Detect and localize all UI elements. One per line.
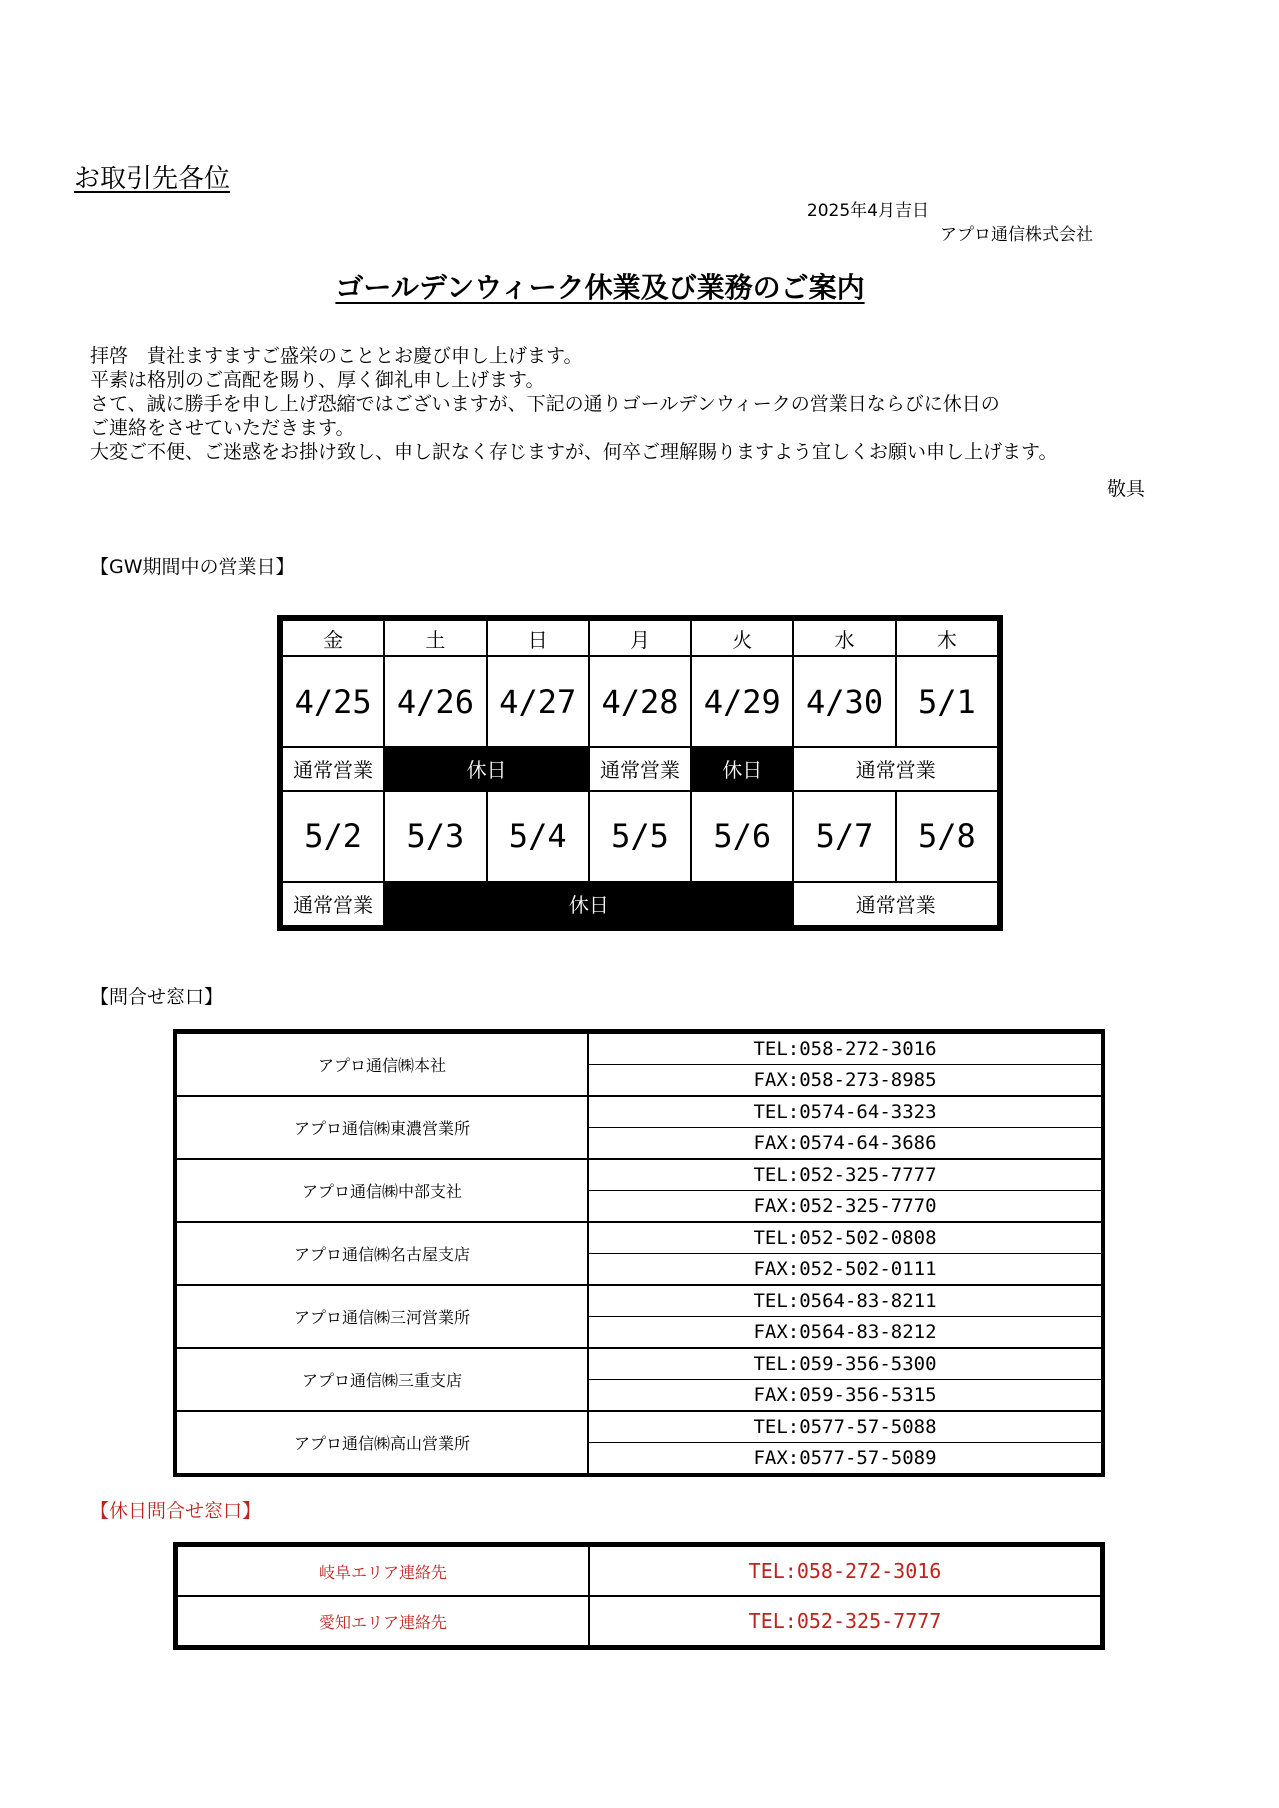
date-cell: 4/26 bbox=[384, 656, 486, 747]
tel-number: TEL:0564-83-8211 bbox=[588, 1285, 1102, 1317]
fax-number: FAX:052-325-7770 bbox=[588, 1191, 1102, 1223]
contact-row bbox=[177, 1285, 1102, 1317]
company-name: アプロ通信株式会社 bbox=[940, 225, 1093, 245]
holiday-status-cell: 休日 bbox=[384, 882, 793, 926]
open-status-cell: 通常営業 bbox=[282, 882, 384, 926]
office-name: アプロ通信㈱三河営業所 bbox=[177, 1285, 589, 1348]
weekday-row bbox=[282, 620, 998, 656]
fax-number: FAX:0564-83-8212 bbox=[588, 1317, 1102, 1349]
contact-row bbox=[177, 1033, 1102, 1065]
date-cell: 5/8 bbox=[896, 791, 998, 882]
tel-number: TEL:0577-57-5088 bbox=[588, 1411, 1102, 1443]
holiday-contacts-table bbox=[173, 1542, 1105, 1650]
holiday-tel-number: TEL:058-272-3016 bbox=[589, 1546, 1101, 1596]
issue-date: 2025年4月吉日 bbox=[806, 201, 929, 221]
date-cell: 5/5 bbox=[589, 791, 691, 882]
fax-number: FAX:052-502-0111 bbox=[588, 1254, 1102, 1286]
weekday-cell: 月 bbox=[589, 620, 691, 656]
holiday-contact-row bbox=[177, 1546, 1101, 1596]
weekday-cell: 木 bbox=[896, 620, 998, 656]
date-cell: 5/6 bbox=[691, 791, 793, 882]
addressee: お取引先各位 bbox=[74, 164, 231, 194]
tel-number: TEL:052-502-0808 bbox=[588, 1222, 1102, 1254]
section-heading-contacts: 【問合せ窓口】 bbox=[90, 986, 224, 1008]
date-cell: 5/3 bbox=[384, 791, 486, 882]
tel-number: TEL:052-325-7777 bbox=[588, 1159, 1102, 1191]
fax-number: FAX:0574-64-3686 bbox=[588, 1128, 1102, 1160]
weekday-cell: 金 bbox=[282, 620, 384, 656]
fax-number: FAX:059-356-5315 bbox=[588, 1380, 1102, 1412]
date-cell: 4/29 bbox=[691, 656, 793, 747]
week1-status-row bbox=[282, 747, 998, 791]
office-name: アプロ通信㈱本社 bbox=[177, 1033, 589, 1096]
office-name: アプロ通信㈱高山営業所 bbox=[177, 1411, 589, 1474]
week2-status-row bbox=[282, 882, 998, 926]
contact-row bbox=[177, 1411, 1102, 1443]
holiday-status-cell: 休日 bbox=[384, 747, 589, 791]
tel-number: TEL:059-356-5300 bbox=[588, 1348, 1102, 1380]
weekday-cell: 水 bbox=[793, 620, 895, 656]
body-line: 平素は格別のご高配を賜り、厚く御礼申し上げます。 bbox=[90, 369, 545, 391]
open-status-cell: 通常営業 bbox=[793, 747, 998, 791]
office-name: アプロ通信㈱三重支店 bbox=[177, 1348, 589, 1411]
weekday-cell: 土 bbox=[384, 620, 486, 656]
fax-number: FAX:058-273-8985 bbox=[588, 1065, 1102, 1097]
contacts-table bbox=[173, 1029, 1105, 1477]
body-line: ご連絡をさせていただきます。 bbox=[90, 417, 355, 439]
tel-number: TEL:058-272-3016 bbox=[588, 1033, 1102, 1065]
date-cell: 5/1 bbox=[896, 656, 998, 747]
date-cell: 4/30 bbox=[793, 656, 895, 747]
office-name: アプロ通信㈱東濃営業所 bbox=[177, 1096, 589, 1159]
fax-number: FAX:0577-57-5089 bbox=[588, 1443, 1102, 1474]
week1-dates-row bbox=[282, 656, 998, 747]
date-cell: 4/27 bbox=[487, 656, 589, 747]
office-name: アプロ通信㈱中部支社 bbox=[177, 1159, 589, 1222]
contact-row bbox=[177, 1222, 1102, 1254]
contact-row bbox=[177, 1348, 1102, 1380]
open-status-cell: 通常営業 bbox=[589, 747, 691, 791]
week2-dates-row bbox=[282, 791, 998, 882]
weekday-cell: 火 bbox=[691, 620, 793, 656]
open-status-cell: 通常営業 bbox=[282, 747, 384, 791]
document-title: ゴールデンウィーク休業及び業務のご案内 bbox=[335, 271, 865, 304]
body-line: 拝啓 貴社ますますご盛栄のこととお慶び申し上げます。 bbox=[90, 345, 583, 367]
date-cell: 5/7 bbox=[793, 791, 895, 882]
area-name: 岐阜エリア連絡先 bbox=[177, 1546, 589, 1596]
date-cell: 4/25 bbox=[282, 656, 384, 747]
weekday-cell: 日 bbox=[487, 620, 589, 656]
business-calendar bbox=[277, 615, 1003, 931]
area-name: 愛知エリア連絡先 bbox=[177, 1596, 589, 1646]
body-text bbox=[90, 344, 1150, 464]
closing-word: 敬具 bbox=[1106, 478, 1145, 500]
section-heading-business-days: 【GW期間中の営業日】 bbox=[90, 556, 295, 578]
holiday-contact-row bbox=[177, 1596, 1101, 1646]
body-line: 大変ご不便、ご迷惑をお掛け致し、申し訳なく存じますが、何卒ご理解賜りますよう宜しくお願い申し上げます。 bbox=[90, 441, 1058, 463]
contact-row bbox=[177, 1159, 1102, 1191]
contact-row bbox=[177, 1096, 1102, 1128]
tel-number: TEL:0574-64-3323 bbox=[588, 1096, 1102, 1128]
open-status-cell: 通常営業 bbox=[793, 882, 998, 926]
date-cell: 5/4 bbox=[487, 791, 589, 882]
date-cell: 4/28 bbox=[589, 656, 691, 747]
holiday-status-cell: 休日 bbox=[691, 747, 793, 791]
holiday-tel-number: TEL:052-325-7777 bbox=[589, 1596, 1101, 1646]
section-heading-holiday-contacts: 【休日問合せ窓口】 bbox=[90, 1500, 262, 1522]
body-line: さて、誠に勝手を申し上げ恐縮ではございますが、下記の通りゴールデンウィークの営業日ならびに休日の bbox=[90, 393, 1000, 415]
date-cell: 5/2 bbox=[282, 791, 384, 882]
office-name: アプロ通信㈱名古屋支店 bbox=[177, 1222, 589, 1285]
